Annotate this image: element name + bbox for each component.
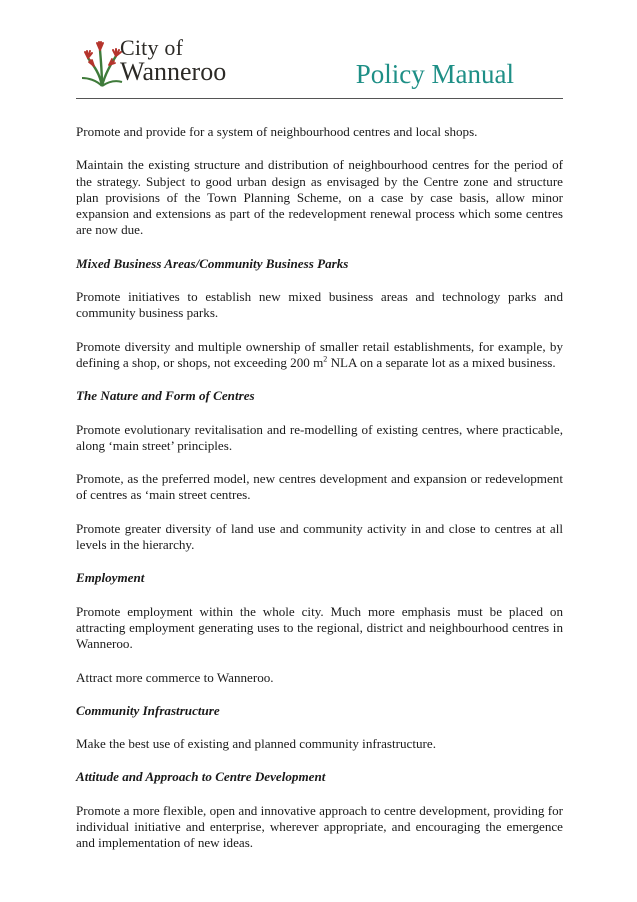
paragraph-text: NLA on a separate lot as a mixed business. bbox=[327, 354, 556, 370]
paragraph: Promote greater diversity of land use and community activity in and close to centres at all levels in the hierarchy. bbox=[76, 520, 563, 553]
logo-text-wanneroo: Wanneroo bbox=[120, 57, 227, 86]
paragraph: Promote employment within the whole city. Much more emphasis must be placed on attracting employment generating uses to the regional, district and neighbourhood centres in Wanneroo. bbox=[76, 603, 563, 652]
superscript: 2 bbox=[323, 354, 328, 364]
paragraph: Promote evolutionary revitalisation and re-modelling of existing centres, where practicable, along ‘main street’ principles. bbox=[76, 421, 563, 453]
section-heading: Attitude and Approach to Centre Development bbox=[76, 769, 326, 785]
city-logo bbox=[80, 36, 250, 88]
paragraph-text: Promote diversity and multiple ownership of smaller retail establishments, for example, by defining a shop, or shops, not exceeding 200 m bbox=[76, 338, 563, 370]
paragraph bbox=[76, 339, 563, 372]
paragraph: Attract more commerce to Wanneroo. bbox=[76, 669, 274, 685]
section-heading: The Nature and Form of Centres bbox=[76, 388, 255, 404]
paragraph: Promote, as the preferred model, new centres development and expansion or redevelopment of centres as ‘main street centres. bbox=[76, 471, 563, 503]
section-heading: Community Infrastructure bbox=[76, 702, 220, 718]
document-body bbox=[76, 124, 563, 869]
kangaroo-paw-logo-icon bbox=[80, 36, 124, 88]
section-heading: Mixed Business Areas/Community Business Parks bbox=[76, 255, 349, 271]
header-divider bbox=[76, 98, 563, 99]
logo-text-city-of: City of bbox=[120, 35, 184, 60]
section-heading: Employment bbox=[76, 570, 145, 586]
paragraph: Make the best use of existing and planned community infrastructure. bbox=[76, 736, 436, 752]
paragraph: Promote a more flexible, open and innovative approach to centre development, providing for individual initiative and enterprise, wherever appropriate, and encouraging the emergence and implementation of new ideas. bbox=[76, 802, 563, 851]
paragraph: Maintain the existing structure and distribution of neighbourhood centres for the period of the strategy. Subject to good urban design as envisaged by the Centre zone and structure plan provisions of the Town Planning Scheme, on a case by case basis, allow minor expansion and extensions as part of the redevelopment renewal process which some centres are now due. bbox=[76, 157, 563, 238]
page-title: Policy Manual bbox=[355, 59, 514, 89]
paragraph: Promote initiatives to establish new mixed business areas and technology parks and community business parks. bbox=[76, 289, 563, 321]
paragraph: Promote and provide for a system of neighbourhood centres and local shops. bbox=[76, 124, 478, 139]
